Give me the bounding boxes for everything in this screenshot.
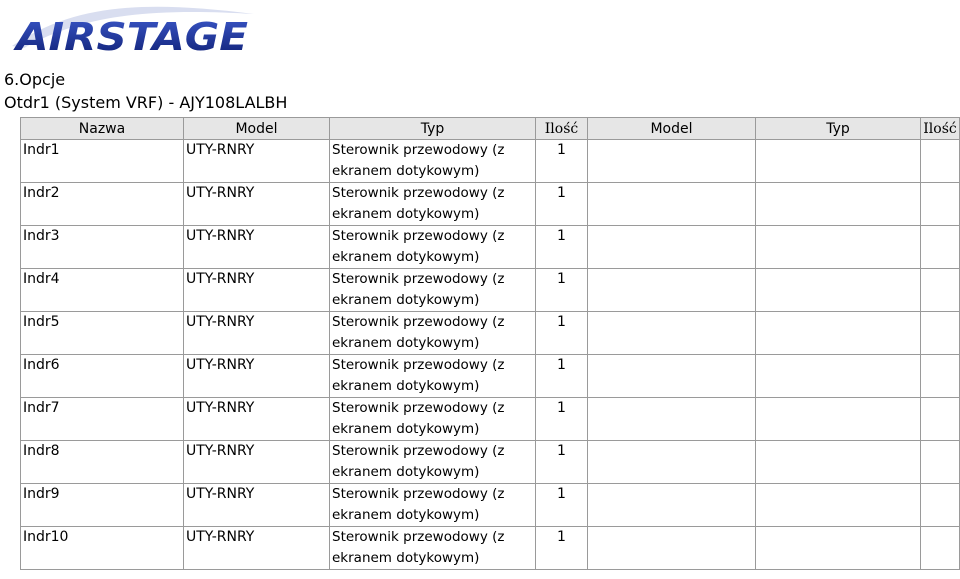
- type-line-1: Sterownik przewodowy (z: [332, 400, 505, 416]
- cell-model-2: [588, 140, 756, 183]
- cell-qty: 1: [536, 140, 588, 183]
- table-row: [21, 140, 960, 183]
- options-table: [20, 117, 960, 570]
- cell-model: UTY-RNRY: [184, 398, 330, 441]
- cell-model: UTY-RNRY: [184, 527, 330, 570]
- cell-name: Indr6: [21, 355, 184, 398]
- table-row: [21, 398, 960, 441]
- table-row: [21, 527, 960, 570]
- type-line-2: ekranem dotykowym): [332, 249, 480, 265]
- cell-qty: 1: [536, 441, 588, 484]
- cell-type-2: [756, 527, 921, 570]
- type-line-1: Sterownik przewodowy (z: [332, 185, 505, 201]
- cell-type: [330, 398, 536, 441]
- cell-qty-2: [921, 527, 960, 570]
- cell-model: UTY-RNRY: [184, 441, 330, 484]
- cell-model: UTY-RNRY: [184, 140, 330, 183]
- cell-model: UTY-RNRY: [184, 183, 330, 226]
- header-model-2: Model: [588, 118, 756, 140]
- cell-type-2: [756, 269, 921, 312]
- type-line-2: ekranem dotykowym): [332, 335, 480, 351]
- header-model: Model: [184, 118, 330, 140]
- type-line-2: ekranem dotykowym): [332, 163, 480, 179]
- table-row: [21, 183, 960, 226]
- cell-qty-2: [921, 269, 960, 312]
- cell-qty: 1: [536, 183, 588, 226]
- cell-type: [330, 441, 536, 484]
- type-line-1: Sterownik przewodowy (z: [332, 357, 505, 373]
- cell-model: UTY-RNRY: [184, 269, 330, 312]
- cell-qty: 1: [536, 355, 588, 398]
- logo-wordmark: AIRSTAGE: [12, 15, 249, 59]
- table-row: [21, 269, 960, 312]
- cell-type: [330, 312, 536, 355]
- cell-type: [330, 269, 536, 312]
- cell-name: Indr7: [21, 398, 184, 441]
- cell-qty-2: [921, 441, 960, 484]
- table-header-row: [21, 118, 960, 140]
- cell-type-2: [756, 355, 921, 398]
- type-line-1: Sterownik przewodowy (z: [332, 228, 505, 244]
- header-qty: Ilość: [536, 118, 588, 140]
- cell-model-2: [588, 226, 756, 269]
- cell-qty: 1: [536, 484, 588, 527]
- cell-name: Indr4: [21, 269, 184, 312]
- cell-model: UTY-RNRY: [184, 226, 330, 269]
- cell-qty-2: [921, 183, 960, 226]
- type-line-1: Sterownik przewodowy (z: [332, 271, 505, 287]
- cell-qty: 1: [536, 398, 588, 441]
- header-type: Typ: [330, 118, 536, 140]
- cell-qty: 1: [536, 269, 588, 312]
- cell-qty: 1: [536, 527, 588, 570]
- cell-model-2: [588, 355, 756, 398]
- cell-qty-2: [921, 355, 960, 398]
- table-row: [21, 355, 960, 398]
- cell-qty-2: [921, 398, 960, 441]
- cell-model-2: [588, 398, 756, 441]
- cell-qty-2: [921, 312, 960, 355]
- cell-model: UTY-RNRY: [184, 312, 330, 355]
- type-line-2: ekranem dotykowym): [332, 292, 480, 308]
- section-title: 6.Opcje: [4, 70, 66, 89]
- type-line-2: ekranem dotykowym): [332, 464, 480, 480]
- cell-type-2: [756, 226, 921, 269]
- header-qty-2: Ilość: [921, 118, 960, 140]
- cell-type: [330, 183, 536, 226]
- cell-type-2: [756, 398, 921, 441]
- type-line-2: ekranem dotykowym): [332, 507, 480, 523]
- header-type-2: Typ: [756, 118, 921, 140]
- table-row: [21, 441, 960, 484]
- cell-qty-2: [921, 140, 960, 183]
- type-line-1: Sterownik przewodowy (z: [332, 314, 505, 330]
- cell-name: Indr2: [21, 183, 184, 226]
- cell-qty: 1: [536, 226, 588, 269]
- cell-type: [330, 140, 536, 183]
- cell-model-2: [588, 527, 756, 570]
- cell-qty: 1: [536, 312, 588, 355]
- cell-name: Indr8: [21, 441, 184, 484]
- cell-type-2: [756, 484, 921, 527]
- header-name: Nazwa: [21, 118, 184, 140]
- type-line-1: Sterownik przewodowy (z: [332, 529, 505, 545]
- cell-name: Indr3: [21, 226, 184, 269]
- cell-qty-2: [921, 226, 960, 269]
- airstage-logo: [4, 4, 264, 62]
- cell-model: UTY-RNRY: [184, 355, 330, 398]
- table-row: [21, 226, 960, 269]
- system-title: Otdr1 (System VRF) - AJY108LALBH: [4, 93, 288, 112]
- cell-type: [330, 355, 536, 398]
- cell-type: [330, 484, 536, 527]
- cell-type: [330, 226, 536, 269]
- cell-name: Indr5: [21, 312, 184, 355]
- cell-model-2: [588, 484, 756, 527]
- cell-model: UTY-RNRY: [184, 484, 330, 527]
- cell-model-2: [588, 183, 756, 226]
- type-line-1: Sterownik przewodowy (z: [332, 486, 505, 502]
- cell-type-2: [756, 312, 921, 355]
- cell-qty-2: [921, 484, 960, 527]
- cell-type-2: [756, 140, 921, 183]
- cell-type-2: [756, 441, 921, 484]
- type-line-1: Sterownik przewodowy (z: [332, 142, 505, 158]
- table-row: [21, 484, 960, 527]
- cell-type: [330, 527, 536, 570]
- type-line-2: ekranem dotykowym): [332, 378, 480, 394]
- cell-name: Indr1: [21, 140, 184, 183]
- cell-name: Indr10: [21, 527, 184, 570]
- type-line-2: ekranem dotykowym): [332, 206, 480, 222]
- cell-model-2: [588, 312, 756, 355]
- type-line-2: ekranem dotykowym): [332, 550, 480, 566]
- cell-model-2: [588, 269, 756, 312]
- type-line-1: Sterownik przewodowy (z: [332, 443, 505, 459]
- cell-name: Indr9: [21, 484, 184, 527]
- table-row: [21, 312, 960, 355]
- type-line-2: ekranem dotykowym): [332, 421, 480, 437]
- cell-type-2: [756, 183, 921, 226]
- cell-model-2: [588, 441, 756, 484]
